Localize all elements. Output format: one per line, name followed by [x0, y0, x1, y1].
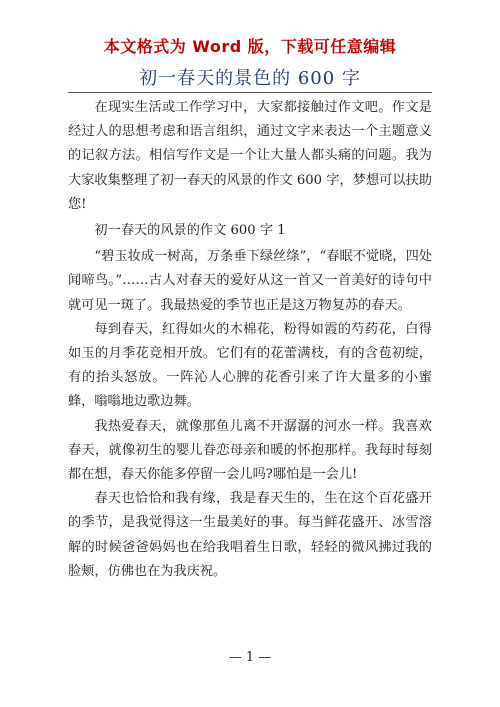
essay-paragraph: 春天也恰恰和我有缘，我是春天生的，生在这个百花盛开的季节，是我觉得这一生最美好的事。每当鲜花盛开、冰雪溶解的时候爸爸妈妈也在给我唱着生日歌，轻轻的微风拂过我的脸颊，仿佛也在为我庆祝。: [68, 491, 432, 579]
title-divider: [68, 92, 432, 93]
essay-paragraph: “碧玉妆成一树高，万条垂下绿丝绦”，“春眠不觉晓，四处闻啼鸟。”……古人对春天的爱好从这一首又一首美好的诗句中就可见一斑了。我最热爱的季节也正是这万物复苏的春天。: [68, 249, 432, 313]
essay-paragraph: 我热爱春天，就像那鱼儿离不开潺潺的河水一样。我喜欢春天，就像初生的婴儿眷恋母亲和暖的怀抱那样。我每时每刻都在想，春天你能多停留一会儿吗?哪怕是一会儿!: [68, 418, 432, 483]
essay-paragraph: 每到春天，红得如火的木棉花，粉得如霞的芍药花，白得如玉的月季花竞相开放。它们有的花蕾满枝，有的含苞初绽，有的抬头怒放。一阵沁人心脾的花香引来了许大量多的小蜜蜂，嗡嗡地边歌边舞。: [68, 321, 432, 410]
document-body: [68, 96, 432, 584]
intro-paragraph: 在现实生活或工作学习中，大家都接触过作文吧。作文是经过人的思想考虑和语言组织，通过文字来表达一个主题意义的记叙方法。相信写作文是一个让大量人都头痛的问题。我为大家收集整理了初一春天的风景的作文 600 字，梦想可以扶助您!: [68, 100, 432, 212]
essay-subtitle: 初一春天的风景的作文 600 字 1: [94, 223, 286, 239]
document-title: 初一春天的景色的 600 字: [139, 68, 361, 89]
page-number: — 1 —: [228, 650, 272, 665]
format-banner: 本文格式为 Word 版，下载可任意编辑: [103, 37, 397, 56]
